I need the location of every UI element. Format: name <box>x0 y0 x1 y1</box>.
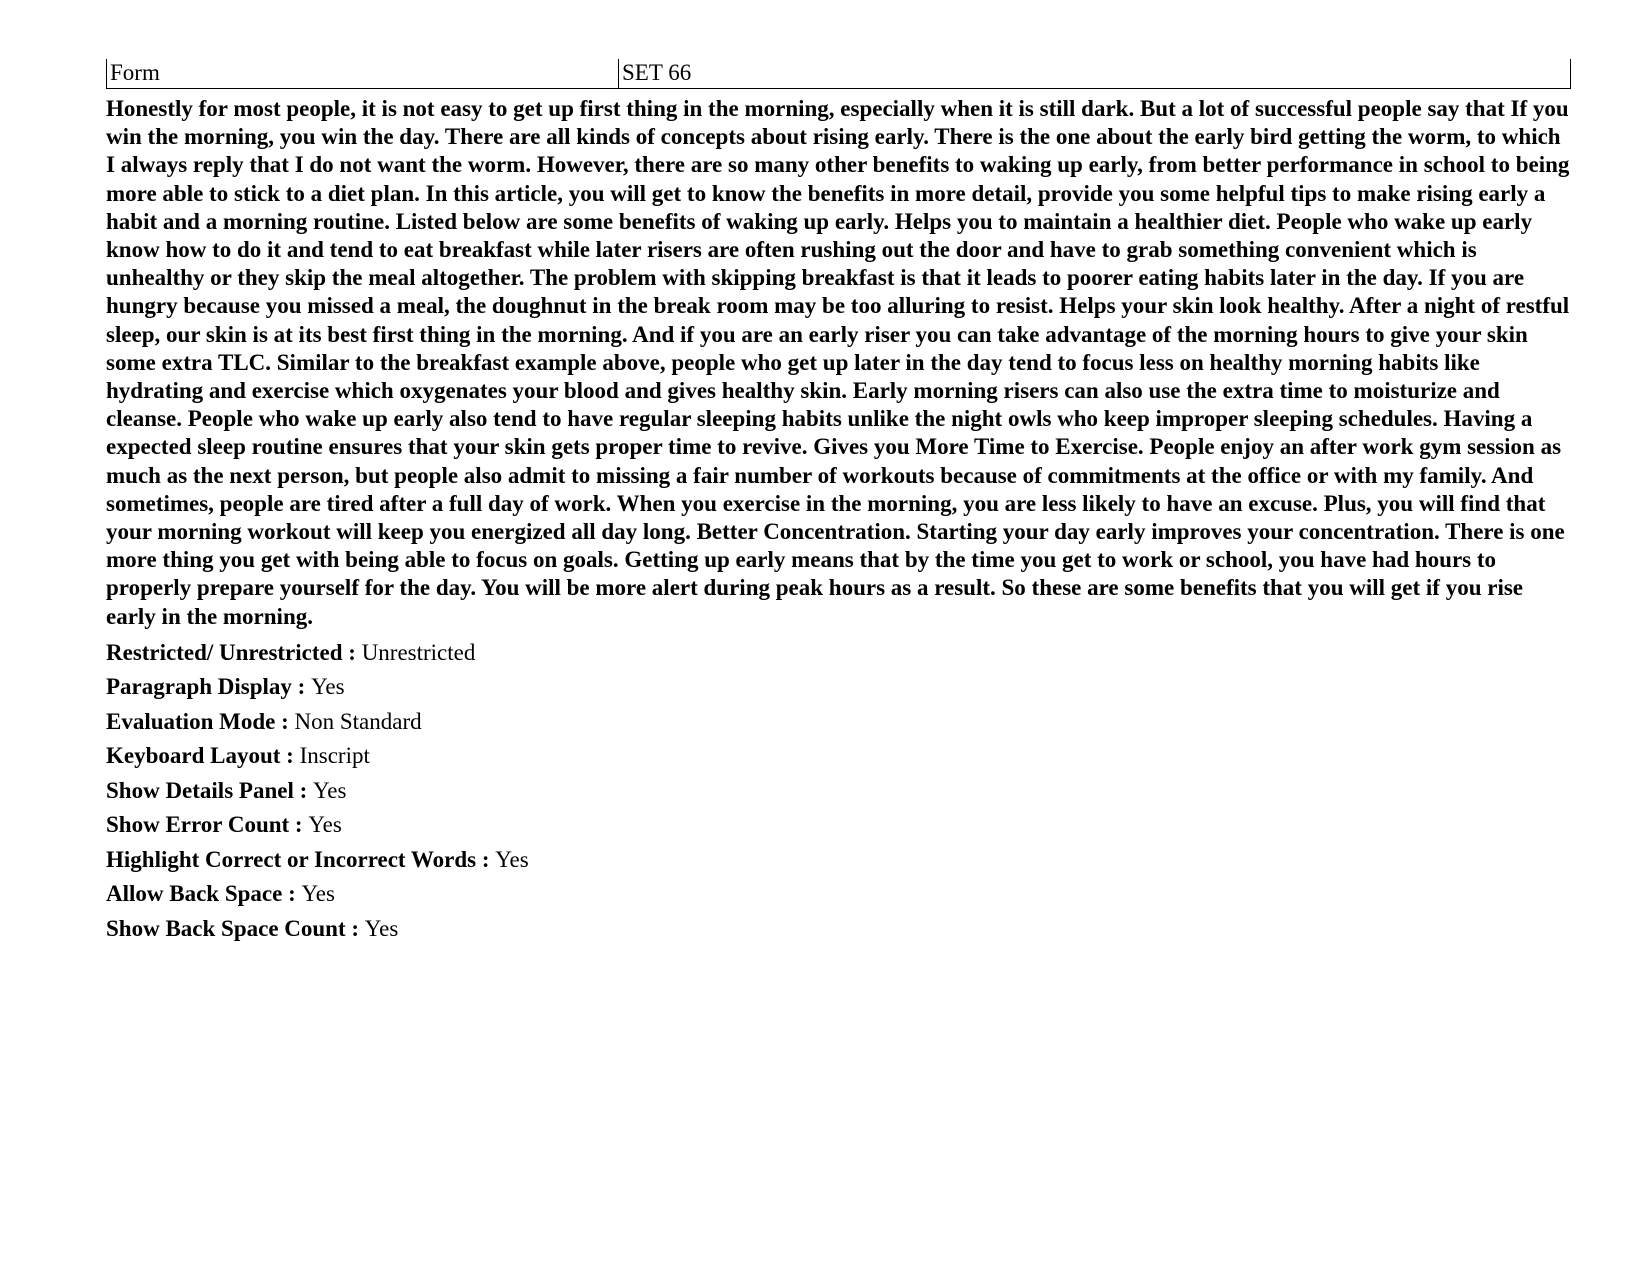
typing-passage: Honestly for most people, it is not easy to get up first thing in the morning, especially when it is still dark. But a lot of successful people say that If you win the morning, you win the day. There are all kinds of concepts about rising early. There is the one about the early bird getting the worm, to which I always reply that I do not want the worm. However, there are so many other benefits to waking up early, from better performance in school to being more able to stick to a diet plan. In this article, you will get to know the benefits in more detail, provide you some helpful tips to make rising early a habit and a morning routine. Listed below are some benefits of waking up early. Helps you to maintain a healthier diet. People who wake up early know how to do it and tend to eat breakfast while later risers are often rushing out the door and have to grab something convenient which is unhealthy or they skip the meal altogether. The problem with skipping breakfast is that it leads to poorer eating habits later in the day. If you are hungry because you missed a meal, the doughnut in the break room may be too alluring to resist. Helps your skin look healthy. After a night of restful sleep, our skin is at its best first thing in the morning. And if you are an early riser you can take advantage of the morning hours to give your skin some extra TLC. Similar to the breakfast example above, people who get up later in the day tend to focus less on healthy morning habits like hydrating and exercise which oxygenates your blood and gives healthy skin. Early morning risers can also use the extra time to moisturize and cleanse. People who wake up early also tend to have regular sleeping habits unlike the night owls who keep improper sleeping schedules. Having a expected sleep routine ensures that your skin gets proper time to revive. Gives you More Time to Exercise. People enjoy an after work gym session as much as the next person, but people also admit to missing a fair number of workouts because of commitments at the office or with my family. And sometimes, people are tired after a full day of work. When you exercise in the morning, you are less likely to have an excuse. Plus, you will find that your morning workout will keep you energized all day long. Better Concentration. Starting your day early improves your concentration. There is one more thing you get with being able to focus on goals. Getting up early means that by the time you get to work or school, you have had hours to properly prepare yourself for the day. You will be more alert during peak hours as a result. So these are some benefits that you will get if you rise early in the morning. <box>106 96 1570 629</box>
setting-restricted <box>106 636 1571 671</box>
setting-evaluation-mode <box>106 705 1571 740</box>
document-page <box>106 59 1571 946</box>
setting-label: Highlight Correct or Incorrect Words : <box>106 846 496 872</box>
setting-show-back-space-count <box>106 912 1571 947</box>
setting-label: Show Back Space Count : <box>106 915 365 941</box>
setting-value: Yes <box>301 881 335 907</box>
setting-value: Yes <box>495 846 529 872</box>
setting-show-details-panel <box>106 774 1571 809</box>
setting-value: Yes <box>308 812 342 838</box>
setting-highlight-words <box>106 843 1571 878</box>
setting-label: Evaluation Mode : <box>106 708 295 734</box>
settings-list <box>106 636 1571 947</box>
setting-keyboard-layout <box>106 739 1571 774</box>
setting-value: Yes <box>364 915 399 941</box>
setting-label: Show Details Panel : <box>106 777 313 803</box>
set-number-cell: SET 66 <box>618 59 1571 88</box>
setting-paragraph-display <box>106 670 1571 705</box>
setting-label: Paragraph Display : <box>106 674 312 700</box>
setting-label: Restricted/ Unrestricted : <box>106 639 362 665</box>
form-header-table <box>106 59 1571 89</box>
form-label-cell: Form <box>106 59 618 88</box>
setting-value: Yes <box>313 777 347 803</box>
setting-value: Unrestricted <box>361 639 476 665</box>
setting-allow-back-space <box>106 877 1571 912</box>
setting-show-error-count <box>106 808 1571 843</box>
setting-label: Allow Back Space : <box>106 881 302 907</box>
setting-label: Show Error Count : <box>106 812 309 838</box>
setting-value: Inscript <box>299 743 370 769</box>
setting-value: Non Standard <box>294 708 422 734</box>
setting-label: Keyboard Layout : <box>106 743 300 769</box>
setting-value: Yes <box>311 674 345 700</box>
